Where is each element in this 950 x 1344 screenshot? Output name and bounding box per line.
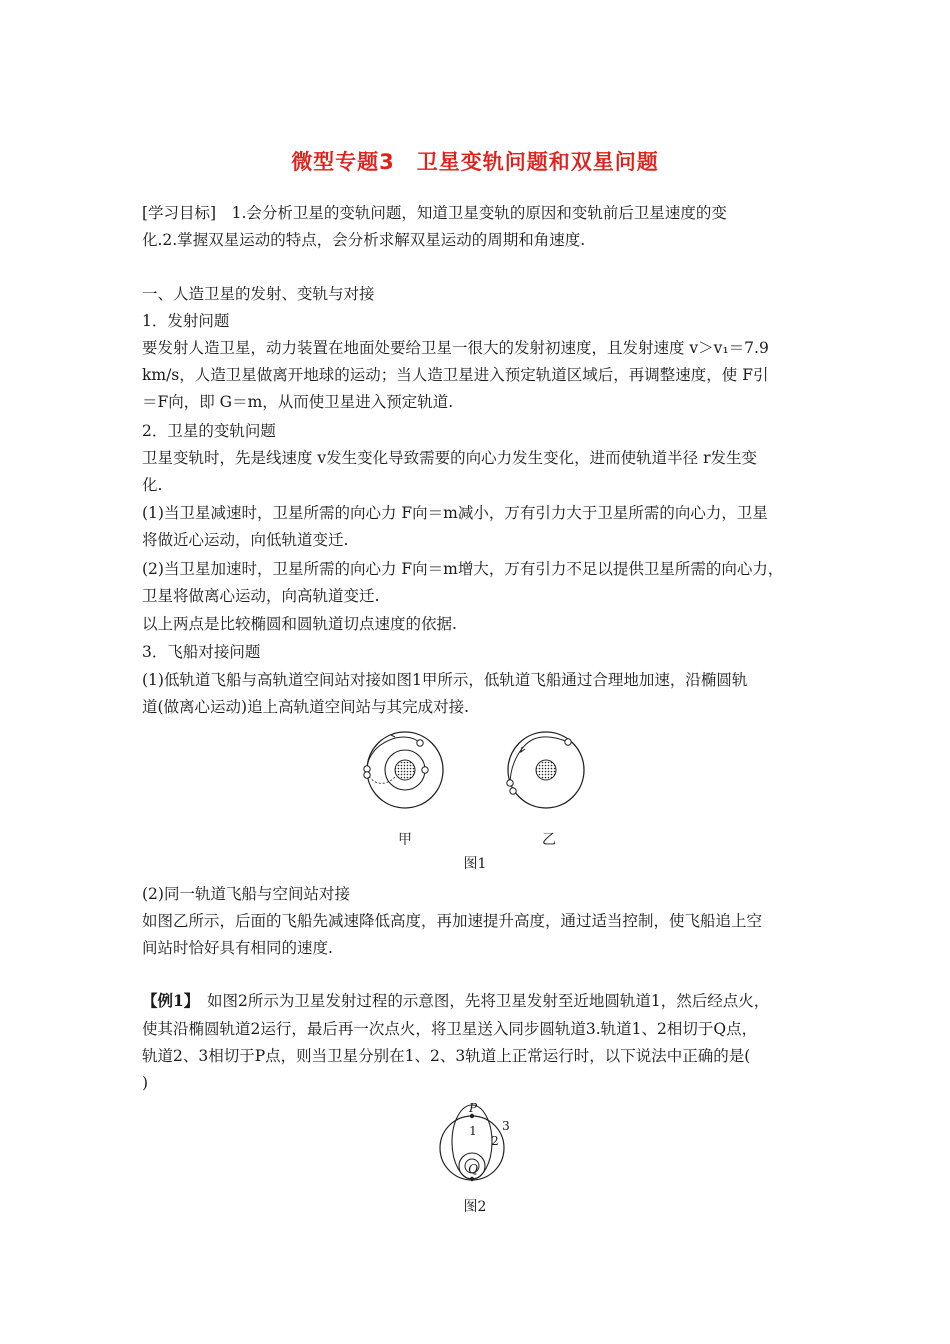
example-1-text-4: ) bbox=[142, 1074, 149, 1092]
launch-text-1: 要发射人造卫星，动力装置在地面处要给卫星一很大的发射初速度，且发射速度 v＞v₁＝7.9 bbox=[142, 339, 769, 357]
learning-goals-line-2: 化.2.掌握双星运动的特点，会分析求解双星运动的周期和角速度. bbox=[142, 231, 586, 249]
orbit-change-text-6: 卫星将做离心运动，向高轨道变迁. bbox=[142, 587, 380, 605]
launch-text-2: km/s，人造卫星做离开地球的运动；当人造卫星进入预定轨道区域后，再调整速度，使 F引 bbox=[142, 366, 769, 384]
docking-text-5: 间站时恰好具有相同的速度. bbox=[142, 939, 333, 957]
figure-1-caption: 图1 bbox=[463, 856, 487, 872]
orbit-change-text-5: (2)当卫星加速时，卫星所需的向心力 F向＝m增大，万有引力不足以提供卫星所需的向心力， bbox=[142, 560, 784, 578]
orbit-change-title: 2．卫星的变轨问题 bbox=[142, 422, 276, 440]
figure-2-label-p: P bbox=[468, 1101, 478, 1115]
launch-title: 1．发射问题 bbox=[142, 312, 230, 330]
docking-text-4: 如图乙所示，后面的飞船先减速降低高度，再加速提升高度，通过适当控制，使飞船追上空 bbox=[142, 912, 763, 930]
example-1-text-1: 如图2所示为卫星发射过程的示意图，先将卫星发射至近地圆轨道1，然后经点火， bbox=[191, 992, 770, 1010]
figure-2-label-3: 3 bbox=[502, 1119, 510, 1133]
figure-2-caption: 图2 bbox=[463, 1199, 487, 1215]
page-title: 微型专题3 卫星变轨问题和双星问题 bbox=[291, 150, 659, 174]
orbit-change-text-4: 将做近心运动，向低轨道变迁. bbox=[142, 531, 349, 549]
orbit-change-text-3: (1)当卫星减速时，卫星所需的向心力 F向＝m减小，万有引力大于卫星所需的向心力，卫星 bbox=[142, 504, 768, 522]
docking-text-3: (2)同一轨道飞船与空间站对接 bbox=[142, 885, 350, 903]
example-1-text-3: 轨道2、3相切于P点，则当卫星分别在1、2、3轨道上正常运行时，以下说法中正确的是( bbox=[142, 1047, 751, 1065]
example-1-text-2: 使其沿椭圆轨道2运行，最后再一次点火，将卫星送入同步圆轨道3.轨道1、2相切于Q点， bbox=[142, 1020, 758, 1038]
figure-2-label-1: 1 bbox=[469, 1124, 477, 1138]
orbit-change-text-1: 卫星变轨时，先是线速度 v发生变化导致需要的向心力发生变化，进而使轨道半径 r发生变 bbox=[142, 449, 758, 467]
orbit-change-text-2: 化. bbox=[142, 476, 163, 494]
figure-2-label-q: Q bbox=[468, 1162, 478, 1176]
example-1-line-1 bbox=[142, 991, 769, 1011]
docking-title: 3．飞船对接问题 bbox=[142, 643, 261, 661]
figure-1-diagram-a bbox=[355, 725, 455, 820]
learning-goals-line-1: [学习目标] 1.会分析卫星的变轨问题，知道卫星变轨的原因和变轨前后卫星速度的变 bbox=[142, 204, 727, 222]
figure-1-label-b: 乙 bbox=[542, 832, 556, 848]
example-1-tag: 【例1】 bbox=[142, 991, 192, 1010]
orbit-change-text-7: 以上两点是比较椭圆和圆轨道切点速度的依据. bbox=[142, 615, 457, 633]
docking-text-2: 道(做离心运动)追上高轨道空间站与其完成对接. bbox=[142, 698, 470, 716]
figure-2-label-2: 2 bbox=[491, 1134, 499, 1148]
figure-1-diagram-b bbox=[496, 725, 596, 820]
docking-text-1: (1)低轨道飞船与高轨道空间站对接如图1甲所示，低轨道飞船通过合理地加速，沿椭圆轨 bbox=[142, 671, 748, 689]
figure-1-label-a: 甲 bbox=[398, 832, 412, 848]
section-heading: 一、人造卫星的发射、变轨与对接 bbox=[142, 285, 375, 303]
launch-text-3: ＝F向，即 G＝m，从而使卫星进入预定轨道. bbox=[142, 393, 454, 411]
